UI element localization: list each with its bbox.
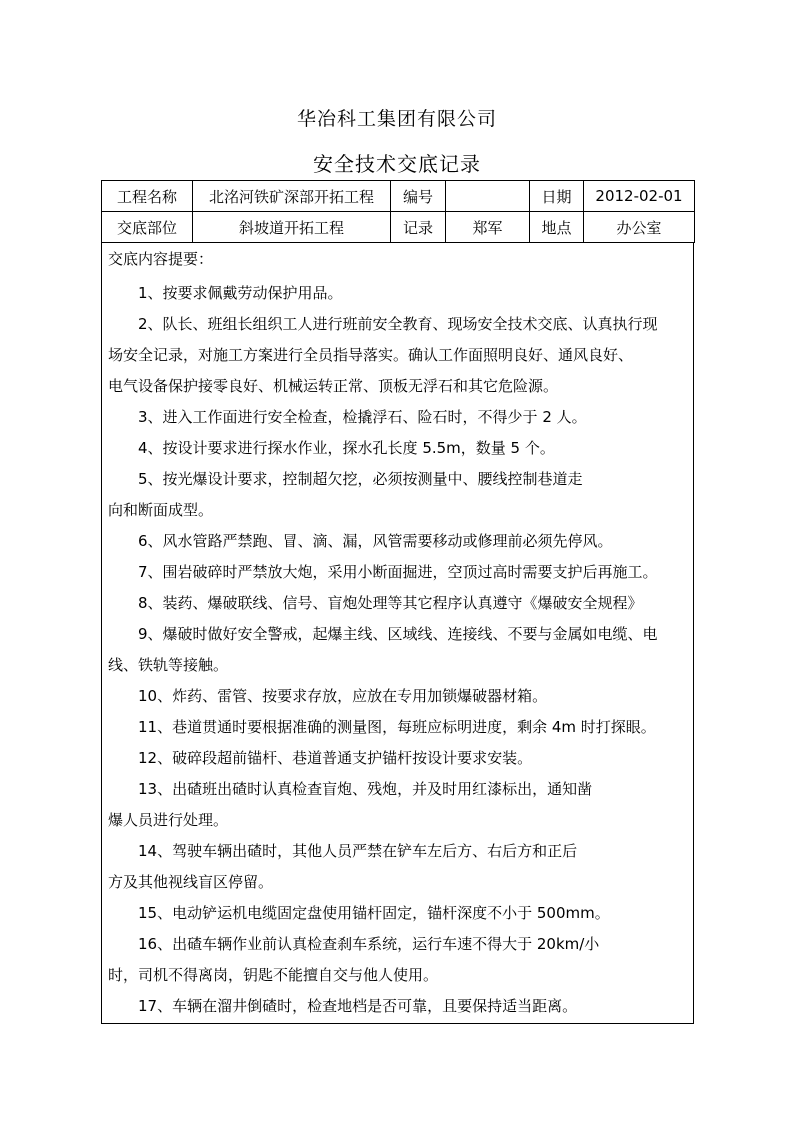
item-line: 4、按设计要求进行探水作业，探水孔长度 5.5m，数量 5 个。 (138, 439, 555, 457)
item-11 (108, 712, 688, 743)
company-name: 华冶科工集团有限公司 (296, 108, 497, 130)
item-6 (108, 526, 688, 557)
item-line: 10、炸药、雷管、按要求存放，应放在专用加锁爆破器材箱。 (138, 687, 548, 705)
recorder-value: 郑军 (446, 212, 530, 243)
item-line: 爆人员进行处理。 (108, 811, 229, 829)
part-value: 斜坡道开拓工程 (193, 212, 391, 243)
item-8 (108, 588, 688, 619)
info-row-1 (102, 181, 695, 212)
item-line: 场安全记录，对施工方案进行全员指导落实。确认工作面照明良好、通风良好、 (108, 346, 634, 364)
item-line: 8、装药、爆破联线、信号、盲炮处理等其它程序认真遵守《爆破安全规程》 (138, 594, 643, 612)
item-2 (108, 309, 688, 402)
item-17 (108, 991, 688, 1022)
item-line: 3、进入工作面进行安全检查，检撬浮石、险石时，不得少于 2 人。 (138, 408, 587, 426)
info-row-2 (102, 212, 695, 243)
item-9 (108, 619, 688, 681)
recorder-label: 记录 (391, 212, 446, 243)
item-line: 14、驾驶车辆出碴时，其他人员严禁在铲车左后方、右后方和正后 (138, 842, 578, 860)
item-line: 电气设备保护接零良好、机械运转正常、顶板无浮石和其它危险源。 (108, 377, 559, 395)
place-label: 地点 (530, 212, 584, 243)
place-value: 办公室 (584, 212, 695, 243)
item-14 (108, 836, 688, 898)
part-label: 交底部位 (102, 212, 193, 243)
item-line: 13、出碴班出碴时认真检查盲炮、残炮，并及时用红漆标出，通知凿 (138, 780, 593, 798)
item-line: 12、破碎段超前锚杆、巷道普通支护锚杆按设计要求安装。 (138, 749, 533, 767)
item-line: 11、巷道贯通时要根据准确的测量图，每班应标明进度，剩余 4m 时打探眼。 (138, 718, 656, 736)
item-line: 9、爆破时做好安全警戒，起爆主线、区域线、连接线、不要与金属如电缆、电 (138, 625, 658, 643)
item-1 (108, 278, 688, 309)
document-title: 安全技术交底记录 (313, 152, 481, 176)
item-3 (108, 402, 688, 433)
item-13 (108, 774, 688, 836)
summary-label: 交底内容提要： (108, 250, 214, 268)
item-line: 17、车辆在溜井倒碴时，检查地档是否可靠，且要保持适当距离。 (138, 997, 578, 1015)
item-line: 1、按要求佩戴劳动保护用品。 (138, 284, 343, 302)
date-label: 日期 (530, 181, 584, 212)
item-line: 16、出碴车辆作业前认真检查刹车系统，运行车速不得大于 20km/小 (138, 935, 600, 953)
number-value (446, 181, 530, 212)
item-4 (108, 433, 688, 464)
item-5 (108, 464, 688, 526)
number-label: 编号 (391, 181, 446, 212)
project-name-label: 工程名称 (102, 181, 193, 212)
content-box (101, 242, 694, 1024)
item-line: 15、电动铲运机电缆固定盘使用锚杆固定，锚杆深度不小于 500mm。 (138, 904, 610, 922)
item-line: 2、队长、班组长组织工人进行班前安全教育、现场安全技术交底、认真执行现 (138, 315, 658, 333)
item-7 (108, 557, 688, 588)
item-line: 线、铁轨等接触。 (108, 656, 229, 674)
item-15 (108, 898, 688, 929)
date-value: 2012-02-01 (584, 181, 695, 212)
info-table (101, 180, 695, 243)
item-10 (108, 681, 688, 712)
item-line: 方及其他视线盲区停留。 (108, 873, 274, 891)
item-12 (108, 743, 688, 774)
item-line: 时，司机不得离岗，钥匙不能擅自交与他人使用。 (108, 966, 439, 984)
item-line: 向和断面成型。 (108, 501, 214, 519)
item-16 (108, 929, 688, 991)
project-name-value: 北洺河铁矿深部开拓工程 (193, 181, 391, 212)
item-line: 7、围岩破碎时严禁放大炮，采用小断面掘进，空顶过高时需要支护后再施工。 (138, 563, 658, 581)
item-line: 6、风水管路严禁跑、冒、滴、漏，风管需要移动或修理前必须先停风。 (138, 532, 613, 550)
item-line: 5、按光爆设计要求，控制超欠挖，必须按测量中、腰线控制巷道走 (138, 470, 583, 488)
